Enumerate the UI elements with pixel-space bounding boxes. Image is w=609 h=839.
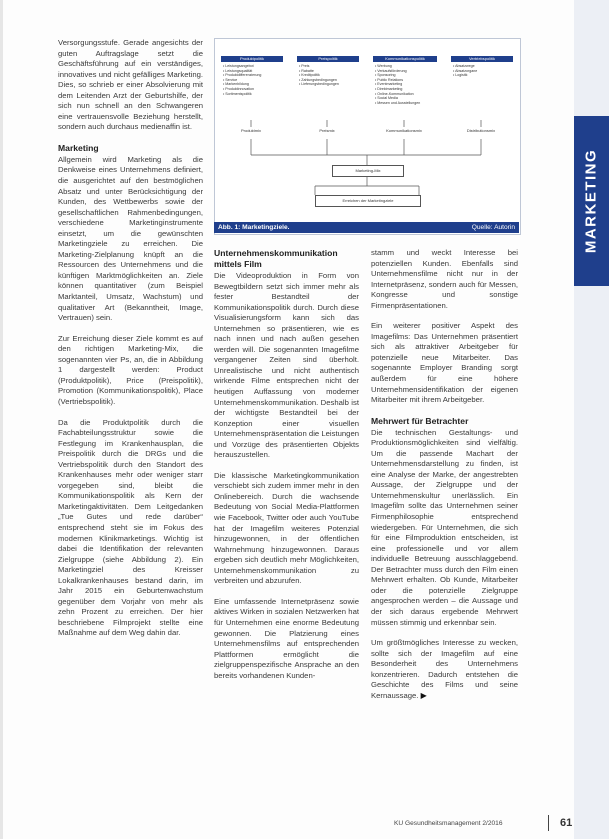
figure-col-head: Vertriebspolitik: [451, 56, 513, 62]
figure-source: Quelle: Autorin: [471, 224, 515, 231]
figure-list-item: • Leistungsqualität: [223, 69, 285, 74]
figure-list-item: • Service: [223, 78, 285, 83]
figure-list-item: • Markenbildung: [223, 82, 285, 87]
figure-col-head: Produktpolitik: [221, 56, 283, 62]
figure-list-item: • Sortimentspolitik: [223, 92, 285, 97]
figure-col-head: Preispolitik: [297, 56, 359, 62]
figure-list-item: • Produktdifferenzierung: [223, 73, 285, 78]
figure-list-item: • Rabatte: [299, 69, 361, 74]
figure-list-item: • Social Media: [375, 96, 439, 101]
figure-caption: Abb. 1: Marketingziele.: [218, 224, 290, 231]
figure-list-item: • Logistik: [453, 73, 515, 78]
paragraph: Die Videoproduktion in Form von Bewegtbildern setzt sich immer mehr als fester Bestandteil der Kommunikationspolitik durch. Durch diese Visualisierungsform kann sich das Unternehmen so präsentieren, wie es nach innen und nach außen gesehen werden will. Die sogenannten Imagefilme vergangener Zeiten sind überholt. Unrealistische und nicht authentisch wirkende Filme entsprechen nicht der heutigen Auffassung von moderner Unternehmenskommunikation. Deshalb ist der wichtigste Bestandteil bei der Konzeption einer visuellen Unternehmenspräsentation die Leistungen und Vorzüge des präsentierten Objekts herauszustellen.: [214, 271, 359, 460]
figure-list-item: • Verkaufsförderung: [375, 69, 439, 74]
figure-list-item: • Messen und Ausstellungen: [375, 101, 439, 106]
paragraph: Die klassische Marketingkommunikation verschiebt sich zudem immer mehr in den Onlinebereich. Durch die wachsende Bedeutung von Social Media-Plattformen wie Facebook, Twitter oder auch YouTube hat der Imagefilm weiteres Potenzial hinzugewonnen, in der öffentlichen Wahrnehmung hinzugewonnen. Daraus ergeben sich deutlich mehr Möglichkeiten, Unternehmenskommunikation zu verbreiten und abzurufen.: [214, 470, 359, 586]
paragraph: [371, 638, 518, 701]
paragraph: Ein weiterer positiver Aspekt des Imagefilms: Das Unternehmen präsentiert sich als attraktiver Arbeitgeber für potenzielle neue Mitarbeiter. Das sogenannte Employer Branding sorgt außerdem für eine höhere Unternehmensidentifikation der eigenen Mitarbeiter mit ihrem Arbeitgeber.: [371, 321, 518, 405]
figure-goal-box: Erreichen der Marketingziele: [315, 195, 421, 207]
figure-list-item: • Lieferungsbedingungen: [299, 82, 361, 87]
figure-marketing-mix-box: Marketing-Mix: [332, 165, 404, 177]
section-heading-mehrwert: Mehrwert für Betrachter: [371, 415, 469, 426]
section-heading-film: Unternehmenskommunikation mittels Film: [214, 248, 338, 269]
section-heading-marketing: Marketing: [58, 142, 99, 153]
text-column-3: [371, 248, 518, 711]
figure-col-head: Kommunikationspolitik: [373, 56, 437, 62]
paragraph: stamm und weckt Interesse bei potenziellen Kunden. Ebenfalls sind Unternehmensfilme nicht nur in der Internetpräsenz, sondern auch für Messen, Kongresse und sonstige Firmenpräsentationen.: [371, 248, 518, 310]
page-footer: [380, 818, 580, 832]
figure-col-list: [223, 64, 285, 96]
publication-name: KU Gesundheitsmanagement 2/2016: [394, 820, 503, 827]
figure-list-item: • Absatzwege: [453, 64, 515, 69]
figure-list-item: • Werbung: [375, 64, 439, 69]
figure-col-list: [299, 64, 361, 87]
marketing-mix-figure: [214, 38, 521, 235]
figure-mix-result: Preismix: [319, 128, 335, 133]
figure-list-item: • Public Relations: [375, 78, 439, 83]
paragraph: Zur Erreichung dieser Ziele kommt es auf den richtigen Marketing-Mix, die sogenannten vier Ps, an, die in Abbildung 1 dargestellt werden: Product (Produktpolitik), Price (Preispolitik), Promotion (Kommunikationspolitik), Place (Vertriebspolitik).: [58, 333, 203, 406]
intro-paragraph: Versorgungsstufe. Gerade angesichts der guten Auftragslage setzt die Geschäftsführung auf ein verständiges, innovatives und nicht gefälliges Marketing. Dies, so schrieb er einer Absolvierung mit dem Leitenden Arzt der Geburtshilfe, der sich nun schnell an den Schwangeren eine vertrauensvolle Beziehung herstellt, sondern auch durchaus medienaffin ist.: [58, 38, 203, 132]
figure-list-item: • Preis: [299, 64, 361, 69]
paragraph-text: Um größtmögliches Interesse zu wecken, sollte sich der Imagefilm auf eine Besonderheit des Unternehmens konzentrieren. Dadurch entstehen die Geschichte des Films und seine Kernaussage.: [371, 638, 518, 700]
text-column-2: [214, 248, 359, 691]
figure-mix-result: Produktmix: [240, 128, 261, 133]
page-number: 61: [560, 817, 573, 829]
figure-mix-result: Distributionsmix: [466, 128, 496, 133]
paragraph: Da die Produktpolitik durch die Fachabteilungsstruktur sowie die Festlegung im Krankenhausplan, die Preispolitik durch die DRGs und die Vertriebspolitik durch den Standort des Krankenhauses mehr oder weniger starr vorgegeben sind, bleibt die Kommunikationspolitik als Kern der Marketingaktivitäten. Dem Leitgedanken „Tue Gutes und rede darüber“ entsprechend steht sie im Fokus des modernen Klinikmarketings. Wichtig ist dabei die Identifikation der relevanten Zielgruppe (siehe Abbildung 2). Ein Marketingziel des Kreisser Lokalkrankenhauses bestand darin, im Jahr 2015 ein Geburtenwachstum gegenüber dem Vorjahr von mehr als zehn Prozent zu erreichen. Der hier beschriebene Filmprojekt stellte eine Maßnahme auf dem Weg dahin dar.: [58, 417, 203, 638]
figure-list-item: • Direktmarketing: [375, 87, 439, 92]
figure-list-item: • Produktinnovation: [223, 87, 285, 92]
section-tab-label: MARKETING: [582, 148, 600, 254]
continue-arrow-icon: ▶: [420, 690, 427, 700]
figure-list-item: • Leistungsangebot: [223, 64, 285, 69]
figure-list-item: • Zahlungsbedingungen: [299, 78, 361, 83]
figure-list-item: • Sponsoring: [375, 73, 439, 78]
figure-col-list: [453, 64, 515, 78]
figure-list-item: • Online-Kommunikation: [375, 92, 439, 97]
left-page-rule: [0, 0, 3, 839]
figure-caption-bar: [214, 222, 519, 233]
figure-col-list: [375, 64, 439, 105]
figure-list-item: • Absatzorgane: [453, 69, 515, 74]
figure-list-item: • Eventmarketing: [375, 82, 439, 87]
footer-divider: [548, 815, 549, 831]
figure-list-item: • Kreditpolitik: [299, 73, 361, 78]
paragraph: Die technischen Gestaltungs- und Produktionsmöglichkeiten sind vielfältig. Um die passende Machart der Unternehmensdarstellung zu finden, ist eine Analyse der Marke, der angestrebten Aussage, der Zielgruppe und der Unternehmenskultur unerlässlich. Ein Imagefilm sollte das Unternehmen seiner Firmenphilosophie entsprechend wiedergeben. Für Unternehmen, die sich für eine Filmproduktion entscheiden, ist eine professionelle und vor allem individuelle Betreuung ausschlaggebend. Der Betrachter muss durch den Film einen Mehrwert erhalten. Ob Kunde, Mitarbeiter oder die potenzielle Zielgruppe angesprochen werden – die Aussage und der sich daraus ergebende Mehrwert müssen stimmig und erkennbar sein.: [371, 427, 518, 627]
text-column-1: [58, 38, 203, 649]
paragraph: Allgemein wird Marketing als die Denkweise eines Unternehmens definiert, die ausgerichtet auf den bestmöglichen Absatz und unter Berücksichtigung der Kunden, des Wettbewerbs sowie der gesellschaftlichen Rahmenbedingungen, verschiedene Marketinginstrumente einsetzt, um die gewünschten Marketingziele zu erreichen. Die Marketing-Zielplanung knüpft an die Ressourcen des Unternehmens und die künftigen Marktmöglichkeiten an. Ziele können quantitativer (zum Beispiel Marktanteil, Umsatz, Wachstum) und qualitativer Art (Bekanntheit, Image, Vertrauen) sein.: [58, 154, 203, 323]
paragraph: Eine umfassende Internetpräsenz sowie aktives Wirken in sozialen Netzwerken hat für Unternehmen eine enorme Bedeutung gewonnen. Die Platzierung eines Unternehmensfilms auf entsprechenden Plattformen ermöglicht die zielgruppenspezifische Ansprache an den bereits vorhandenen Kunden-: [214, 596, 359, 680]
figure-mix-result: Kommunikationsmix: [386, 128, 422, 133]
